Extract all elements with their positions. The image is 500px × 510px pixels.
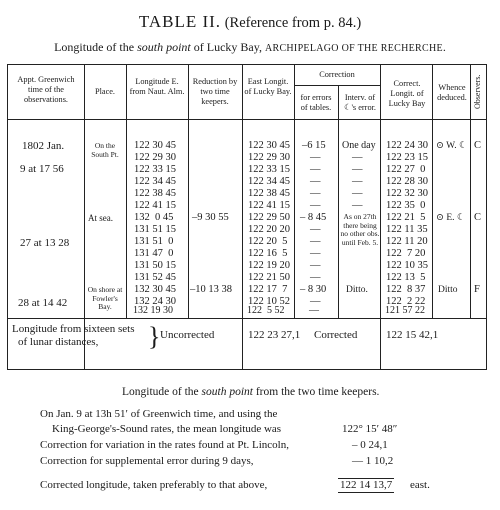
header-lon-e: Longitude E. from Naut. Alm.	[129, 77, 185, 96]
lon-e-value: 132 30 45	[134, 284, 176, 295]
subtitle-italic: south point	[137, 40, 191, 54]
error-value: – 8 45	[300, 212, 327, 223]
whence-value: ⊙ E. ☾	[436, 213, 466, 223]
table-title	[0, 12, 500, 32]
corr-lon-value: 122 32 30	[386, 188, 428, 199]
whence-value: ⊙ W. ☾	[436, 141, 468, 151]
error-value: —	[310, 164, 321, 175]
header-correction: Correction	[319, 70, 355, 79]
header-east: East Longit. of Lucky Bay.	[244, 77, 292, 96]
error-value: —	[310, 200, 321, 211]
lon-e-value: 122 33 15	[134, 164, 176, 175]
east-lon-value: 122 38 45	[248, 188, 290, 199]
east-lon-value: 122 29 30	[248, 152, 290, 163]
error-value: —	[310, 224, 321, 235]
lower-heading-italic: south point	[201, 386, 253, 398]
corr-lon-value: 122 7 20	[386, 248, 426, 259]
interval-value: Ditto.	[346, 285, 368, 295]
uncorrected-label: Uncorrected	[160, 329, 215, 341]
lon-e-value: 132 24 30	[134, 296, 176, 307]
reduction-value: –9 30 55	[192, 212, 229, 223]
east-lon-value: 122 21 50	[248, 272, 290, 283]
table-title-main: TABLE II.	[138, 12, 222, 31]
corr-lon-value: 122 8 37	[386, 284, 426, 295]
lon-e-value: 132 19 30	[133, 305, 173, 316]
east-lon-value: 122 30 45	[248, 140, 290, 151]
lower-line3: Correction for variation in the rates found at Pt. Lincoln,	[40, 439, 289, 451]
lower-line2: King-George's-Sound rates, the mean longitude was	[52, 423, 282, 435]
east-lon-value: 122 16 5	[248, 248, 288, 259]
header-corr-lon: Correct. Longit. of Lucky Bay	[388, 79, 426, 108]
east-lon-value: 122 19 20	[248, 260, 290, 271]
corr-lon-value: 122 10 35	[386, 260, 428, 271]
corr-lon-value: 122 13 5	[386, 272, 426, 283]
header-whence: Whence deduced.	[437, 83, 467, 102]
corr-lon-value: 122 24 30	[386, 140, 428, 151]
reduction-value: –10 13 38	[190, 284, 232, 295]
corr-lon-value: 122 35 0	[386, 200, 426, 211]
corr-lon-value: 122 11 35	[386, 224, 428, 235]
footer-label-line2: of lunar distances,	[18, 336, 99, 348]
observer-value: C	[474, 140, 482, 151]
interval-value: —	[352, 200, 363, 211]
error-value: —	[309, 305, 319, 316]
lon-e-value: 122 29 30	[134, 152, 176, 163]
error-value: —	[310, 260, 321, 271]
east-lon-value: 122 20 5	[248, 236, 288, 247]
east-lon-value: 122 20 20	[248, 224, 290, 235]
error-value: —	[310, 296, 321, 307]
uncorrected-value: 122 23 27,1	[248, 329, 301, 341]
header-interv: Interv. of ☾'s error.	[344, 93, 376, 112]
lower-line2-value: 122° 15′ 48″	[342, 423, 398, 435]
lon-e-value: 131 52 45	[134, 272, 176, 283]
lower-line3-value: – 0 24,1	[352, 439, 388, 451]
subtitle-pre: Longitude of the	[54, 40, 138, 54]
lower-heading-post: from the two time keepers.	[252, 386, 380, 398]
corr-lon-value: 122 2 22	[386, 296, 426, 307]
east-lon-value: 122 41 15	[248, 200, 290, 211]
group-time: 9 at 17 56	[20, 163, 64, 175]
lon-e-value: 131 50 15	[134, 260, 176, 271]
corr-lon-value: 122 27 0	[386, 164, 426, 175]
lon-e-value: 122 34 45	[134, 176, 176, 187]
corrected-value: 122 15 42,1	[386, 329, 439, 341]
lower-line4: Correction for supplemental error during 9 days,	[40, 455, 254, 467]
corr-lon-value: 122 28 30	[386, 176, 428, 187]
lower-heading-pre: Longitude of the	[122, 386, 202, 398]
lon-e-value: 122 30 45	[134, 140, 176, 151]
corr-lon-value: 122 11 20	[386, 236, 428, 247]
error-value: —	[310, 248, 321, 259]
brace-icon: }	[148, 322, 161, 351]
error-value: –6 15	[302, 140, 326, 151]
lower-line5-value: 122 14 13,7	[340, 479, 393, 491]
header-reduction: Reduction by two time keepers.	[192, 77, 238, 106]
east-lon-value: 122 34 45	[248, 176, 290, 187]
group-time: 27 at 13 28	[20, 237, 70, 249]
lower-line5: Corrected longitude, taken preferably to that above,	[40, 479, 268, 491]
east-lon-value: 122 10 52	[248, 296, 290, 307]
group-time: 28 at 14 42	[18, 297, 68, 309]
lower-heading	[122, 386, 379, 399]
group3-rows-continued	[7, 64, 485, 368]
lon-e-value: 132 0 45	[134, 212, 174, 223]
error-value: —	[310, 236, 321, 247]
whence-value: Ditto	[438, 285, 458, 295]
header-appt: Appt. Greenwich time of the observations.	[17, 75, 75, 104]
header-err-tables: for errors of tables.	[300, 93, 332, 112]
error-value: —	[310, 176, 321, 187]
subtitle-place: ARCHIPELAGO OF THE RECHERCHE	[264, 43, 443, 54]
east-lon-value: 122 33 15	[248, 164, 290, 175]
corr-lon-value: 121 57 22	[385, 305, 425, 316]
lower-line1: On Jan. 9 at 13h 51′ of Greenwich time, and using the	[40, 408, 278, 420]
group-place: At sea.	[88, 213, 113, 223]
observer-value: C	[474, 212, 482, 223]
corrected-label: Corrected	[314, 329, 358, 341]
table-title-ref: (Reference from p. 84.)	[224, 15, 362, 31]
interval-value: One day	[342, 140, 376, 151]
error-value: – 8 30	[300, 284, 327, 295]
lon-e-value: 131 51 15	[134, 224, 176, 235]
lon-e-value: 131 47 0	[134, 248, 174, 259]
subtitle-mid: of Lucky Bay,	[190, 40, 265, 54]
header-observers: Observers.	[473, 74, 482, 109]
interval-value: —	[352, 176, 363, 187]
error-value: —	[310, 272, 321, 283]
corr-lon-value: 122 21 5	[386, 212, 426, 223]
group-place: On the South Pt.	[91, 141, 119, 159]
footer-label-line1: Longitude from sixteen sets	[12, 323, 135, 335]
lower-line4-value: — 1 10,2	[352, 455, 394, 467]
interval-note: As on 27th there being no other obs. until Feb. 5.	[340, 212, 380, 247]
east-lon-value: 122 17 7	[248, 284, 288, 295]
lon-e-value: 122 41 15	[134, 200, 176, 211]
lower-line5-unit: east.	[410, 479, 430, 491]
lon-e-value: 131 51 0	[134, 236, 174, 247]
error-value: —	[310, 152, 321, 163]
error-value: —	[310, 188, 321, 199]
table-subtitle	[0, 40, 500, 55]
group-date: 1802 Jan.	[22, 140, 65, 152]
group-place: On shore at Fowler's Bay.	[87, 285, 123, 311]
lon-e-value: 122 38 45	[134, 188, 176, 199]
header-place: Place.	[94, 87, 116, 96]
interval-value: —	[352, 188, 363, 199]
east-lon-value: 122 29 50	[248, 212, 290, 223]
corr-lon-value: 122 23 15	[386, 152, 428, 163]
interval-value: —	[352, 164, 363, 175]
east-lon-value: 122 5 52	[247, 305, 285, 316]
subtitle-end: .	[442, 40, 446, 54]
interval-value: —	[352, 152, 363, 163]
observer-value: F	[474, 284, 480, 295]
